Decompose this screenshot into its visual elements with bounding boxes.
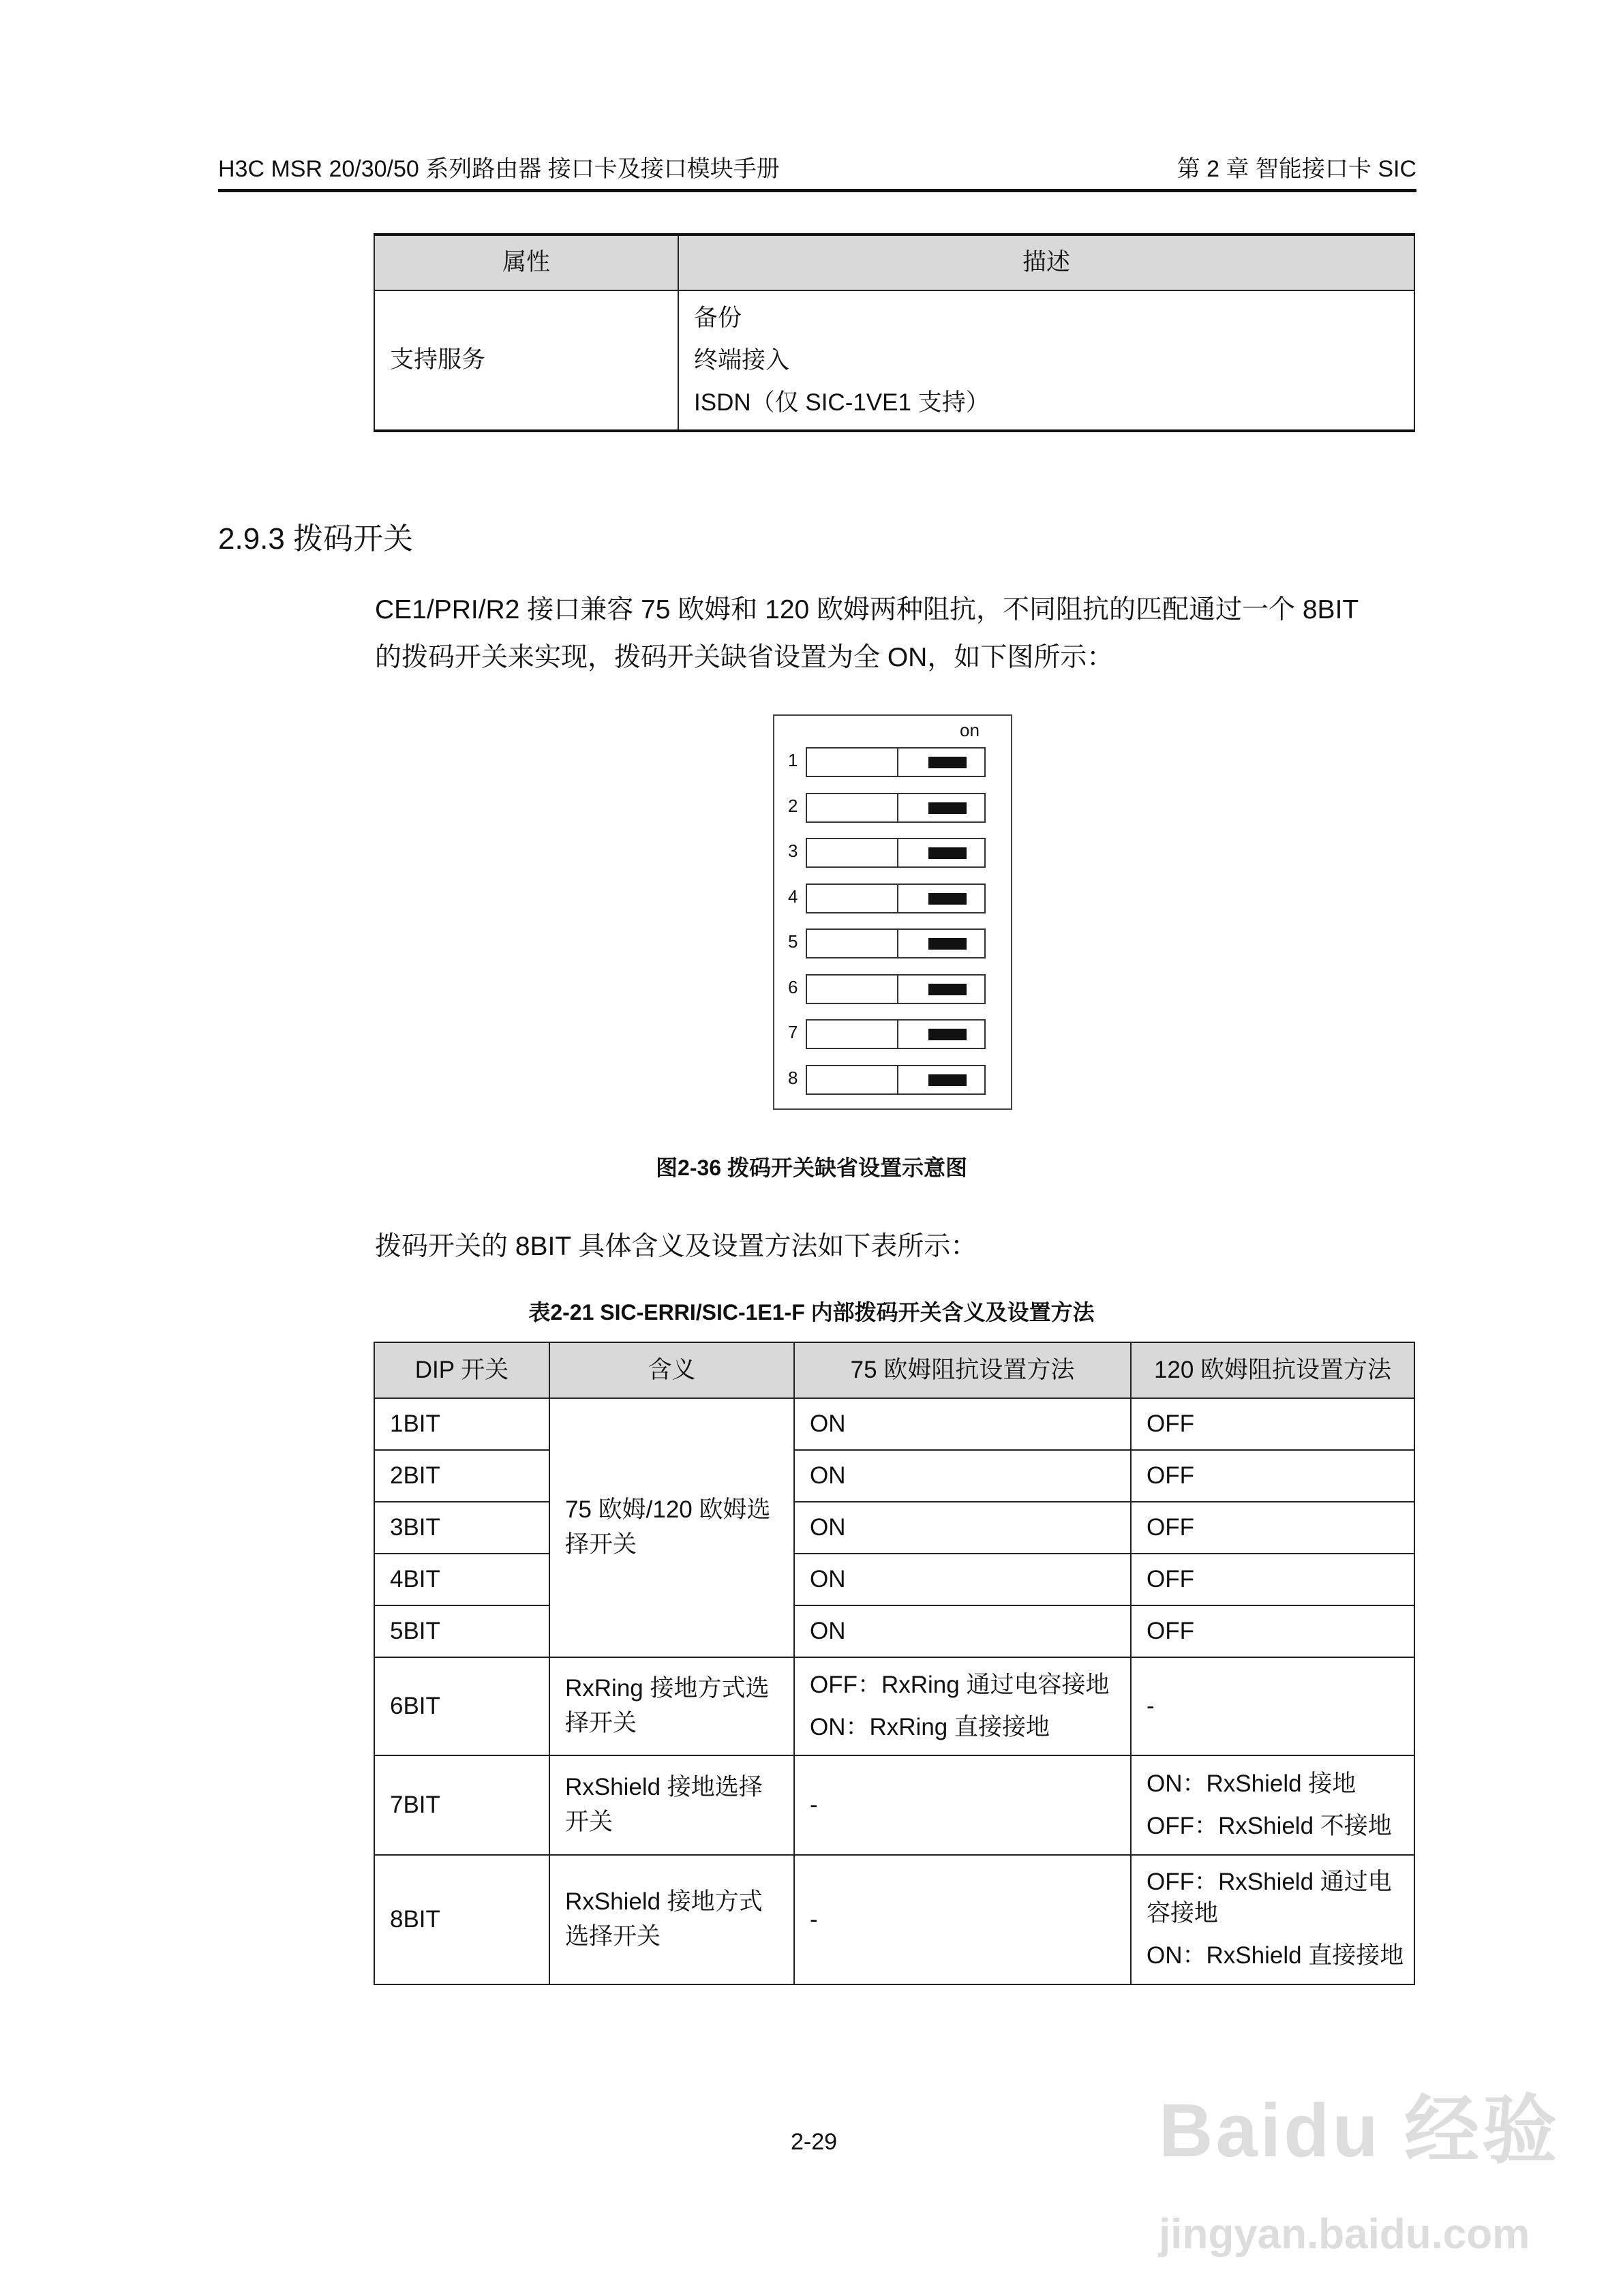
watermark-logo: Baidu 经验 xyxy=(1159,2089,1560,2173)
ohm120-cell: OFF xyxy=(1131,1450,1414,1502)
switch-divider xyxy=(897,1066,898,1093)
desc-line: 备份 xyxy=(694,304,742,331)
page-number: 2-29 xyxy=(791,2129,838,2155)
ohm75-cell: ON xyxy=(794,1554,1131,1605)
ohm75-cell: ON xyxy=(794,1605,1131,1657)
switch-knob xyxy=(928,984,967,995)
bit-cell: 4BIT xyxy=(374,1554,549,1605)
header-cell: 描述 xyxy=(678,235,1414,290)
meaning-cell: RxRing 接地方式选择开关 xyxy=(549,1657,794,1755)
switch-divider xyxy=(897,1021,898,1048)
ohm120-cell: OFF xyxy=(1131,1605,1414,1657)
dip-switch xyxy=(806,1065,986,1095)
switch-number: 4 xyxy=(788,886,798,907)
table-row xyxy=(374,1554,1414,1605)
header-chapter: 第 2 章 智能接口卡 SIC xyxy=(1177,156,1416,182)
switch-knob xyxy=(928,938,967,950)
table-caption: 表2-21 SIC-ERRI/SIC-1E1-F 内部拨码开关含义及设置方法 xyxy=(528,1300,1095,1325)
bit-cell: 8BIT xyxy=(374,1855,549,1984)
ohm75-cell: ON xyxy=(794,1502,1131,1554)
service-table xyxy=(374,233,1415,432)
switch-divider xyxy=(897,976,898,1003)
ohm120-cell: OFF xyxy=(1131,1398,1414,1450)
dip-settings-table xyxy=(374,1342,1415,1985)
dip-switch xyxy=(806,747,986,777)
cell-line: OFF：RxShield 通过电容接地 xyxy=(1147,1868,1392,1927)
cell-line: ON：RxRing 直接接地 xyxy=(810,1714,1050,1740)
paragraph-line: 的拨码开关来实现，拨码开关缺省设置为全 ON，如下图所示： xyxy=(375,643,1114,672)
switch-knob xyxy=(928,757,967,768)
switch-divider xyxy=(897,794,898,821)
switch-divider xyxy=(897,749,898,776)
ohm75-cell: - xyxy=(794,1755,1131,1855)
dip-switch xyxy=(806,883,986,913)
table-row xyxy=(374,1855,1414,1984)
switch-knob xyxy=(928,1074,967,1086)
desc-cell xyxy=(678,290,1414,431)
meaning-cell: 75 欧姆/120 欧姆选择开关 xyxy=(549,1398,794,1657)
ohm120-cell: - xyxy=(1131,1657,1414,1755)
switch-knob xyxy=(928,1029,967,1040)
header-cell: 含义 xyxy=(549,1342,794,1398)
switch-number: 6 xyxy=(788,976,798,997)
header-divider xyxy=(218,189,1416,192)
ohm75-cell: ON xyxy=(794,1450,1131,1502)
table-row xyxy=(374,290,1414,431)
switch-number: 8 xyxy=(788,1067,798,1088)
dip-switch xyxy=(806,793,986,823)
switch-number: 2 xyxy=(788,795,798,816)
table-row xyxy=(374,1657,1414,1755)
bit-cell: 1BIT xyxy=(374,1398,549,1450)
section-heading: 2.9.3 拨码开关 xyxy=(218,522,414,556)
header-title: H3C MSR 20/30/50 系列路由器 接口卡及接口模块手册 xyxy=(218,156,780,182)
switch-number: 5 xyxy=(788,931,798,952)
bit-cell: 5BIT xyxy=(374,1605,549,1657)
header-cell: 120 欧姆阻抗设置方法 xyxy=(1131,1342,1414,1398)
switch-divider xyxy=(897,885,898,912)
switch-number: 7 xyxy=(788,1022,798,1042)
switch-knob xyxy=(928,893,967,905)
cell-line: ON：RxShield 接地 xyxy=(1147,1770,1356,1797)
bit-cell: 3BIT xyxy=(374,1502,549,1554)
dip-switch xyxy=(806,928,986,958)
ohm120-cell xyxy=(1131,1855,1414,1984)
table-row xyxy=(374,1398,1414,1450)
table-row xyxy=(374,1755,1414,1855)
bit-cell: 2BIT xyxy=(374,1450,549,1502)
ohm75-cell: - xyxy=(794,1855,1131,1984)
ohm120-cell xyxy=(1131,1755,1414,1855)
desc-line: 终端接入 xyxy=(694,346,790,374)
cell-line: ON：RxShield 直接接地 xyxy=(1147,1942,1404,1969)
cell-line: OFF：RxRing 通过电容接地 xyxy=(810,1672,1110,1698)
table-row xyxy=(374,1605,1414,1657)
switch-number: 1 xyxy=(788,750,798,770)
table-row xyxy=(374,1450,1414,1502)
watermark-url: jingyan.baidu.com xyxy=(1159,2211,1530,2258)
switch-number: 3 xyxy=(788,841,798,861)
attr-cell: 支持服务 xyxy=(374,290,678,431)
header-cell: 属性 xyxy=(374,235,678,290)
switch-knob xyxy=(928,802,967,814)
bit-cell: 6BIT xyxy=(374,1657,549,1755)
desc-line: ISDN（仅 SIC-1VE1 支持） xyxy=(694,389,990,416)
figure-caption: 图2-36 拨码开关缺省设置示意图 xyxy=(656,1155,967,1180)
dip-switch xyxy=(806,974,986,1004)
switch-divider xyxy=(897,930,898,957)
ohm120-cell: OFF xyxy=(1131,1502,1414,1554)
dip-switch-figure xyxy=(773,714,1012,1110)
table-row xyxy=(374,1502,1414,1554)
switch-knob xyxy=(928,847,967,859)
ohm75-cell: ON xyxy=(794,1398,1131,1450)
ohm120-cell: OFF xyxy=(1131,1554,1414,1605)
dip-switch xyxy=(806,1019,986,1049)
cell-line: OFF：RxShield 不接地 xyxy=(1147,1813,1392,1839)
dip-switch xyxy=(806,838,986,868)
ohm75-cell xyxy=(794,1657,1131,1755)
paragraph-line: CE1/PRI/R2 接口兼容 75 欧姆和 120 欧姆两种阻抗，不同阻抗的匹配通过一个 8BIT xyxy=(375,595,1359,624)
switch-divider xyxy=(897,839,898,866)
on-label: on xyxy=(960,720,980,740)
meaning-cell: RxShield 接地方式选择开关 xyxy=(549,1855,794,1984)
header-cell: 75 欧姆阻抗设置方法 xyxy=(794,1342,1131,1398)
paragraph-2: 拨码开关的 8BIT 具体含义及设置方法如下表所示： xyxy=(375,1232,977,1261)
bit-cell: 7BIT xyxy=(374,1755,549,1855)
meaning-cell: RxShield 接地选择开关 xyxy=(549,1755,794,1855)
header-cell: DIP 开关 xyxy=(374,1342,549,1398)
